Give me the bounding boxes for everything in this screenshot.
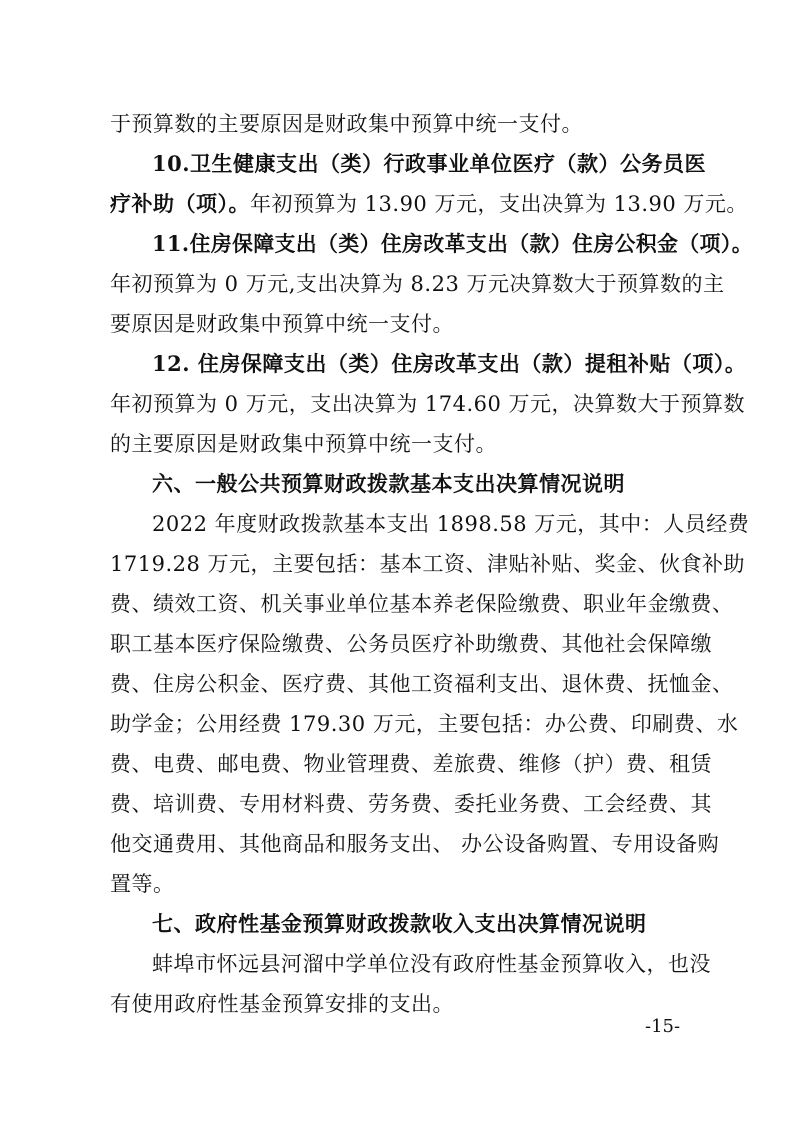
paragraph-line: 置等。 — [110, 872, 175, 896]
paragraph-line: 年初预算为 0 万元,支出决算为 8.23 万元决算数大于预算数的主 — [110, 272, 725, 296]
paragraph-line: 费、培训费、专用材料费、劳务费、委托业务费、工会经费、其 — [110, 792, 712, 816]
page-number: -15- — [645, 1016, 681, 1037]
paragraph-line: 蚌埠市怀远县河溜中学单位没有政府性基金预算收入，也没 — [152, 952, 711, 976]
paragraph-line: 助学金；公用经费 179.30 万元，主要包括：办公费、印刷费、水 — [110, 712, 739, 736]
section-heading: 七、政府性基金预算财政拨款收入支出决算情况说明 — [152, 911, 647, 936]
paragraph-line: 费、住房公积金、医疗费、其他工资福利支出、退休费、抚恤金、 — [110, 672, 734, 696]
paragraph-line: 他交通费用、其他商品和服务支出、 办公设备购置、专用设备购 — [110, 832, 720, 856]
paragraph-line: 1719.28 万元，主要包括：基本工资、津贴补贴、奖金、伙食补助 — [110, 552, 746, 576]
paragraph-line: 费、绩效工资、机关事业单位基本养老保险缴费、职业年金缴费、 — [110, 592, 734, 616]
paragraph-line — [110, 186, 748, 222]
section-heading: 六、一般公共预算财政拨款基本支出决算情况说明 — [152, 471, 625, 496]
item-heading: 12. 住房保障支出（类）住房改革支出（款）提租补贴（项）。 — [152, 351, 747, 376]
paragraph-line: 2022 年度财政拨款基本支出 1898.58 万元，其中：人员经费 — [152, 512, 750, 536]
paragraph-line: 的主要原因是财政集中预算中统一支付。 — [110, 432, 497, 456]
paragraph-line: 费、电费、邮电费、物业管理费、差旅费、维修（护）费、租赁 — [110, 752, 712, 776]
item-heading-continued: 疗补助（项）。 — [110, 191, 250, 216]
paragraph-line: 于预算数的主要原因是财政集中预算中统一支付。 — [110, 112, 583, 136]
item-heading: 11.住房保障支出（类）住房改革支出（款）住房公积金（项）。 — [152, 231, 754, 256]
item-heading: 10.卫生健康支出（类）行政事业单位医疗（款）公务员医 — [152, 151, 707, 176]
paragraph-text: 年初预算为 13.90 万元，支出决算为 13.90 万元。 — [250, 192, 748, 216]
paragraph-line: 职工基本医疗保险缴费、公务员医疗补助缴费、其他社会保障缴 — [110, 632, 712, 656]
paragraph-line: 要原因是财政集中预算中统一支付。 — [110, 312, 454, 336]
paragraph-line: 有使用政府性基金预算安排的支出。 — [110, 992, 454, 1016]
paragraph-line: 年初预算为 0 万元，支出决算为 174.60 万元，决算数大于预算数 — [110, 392, 746, 416]
